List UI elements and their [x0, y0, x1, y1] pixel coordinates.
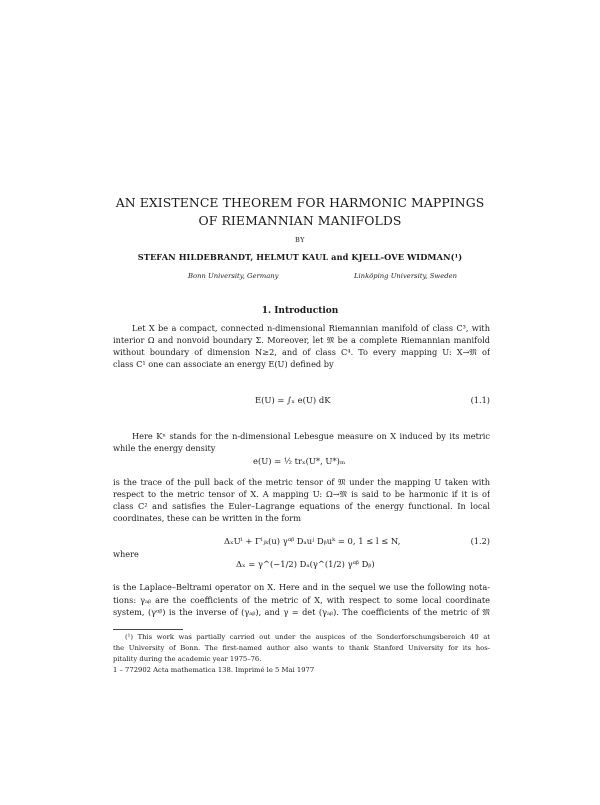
authors: STEFAN HILDEBRANDT, HELMUT KAUL and KJELL-OVE WIDMAN(¹) [137, 252, 463, 262]
paragraph-line: tions: γₐᵦ are the coefficients of the metric of X, with respect to some local coordinate [113, 595, 490, 605]
section-heading: 1. Introduction [261, 306, 339, 316]
paragraph-line: without boundary of dimension N≥2, and of class C⁴. To every mapping U: X→𝔐 of [113, 347, 490, 357]
paragraph-line: respect to the metric tensor of X. A mapping U: Ω→𝔐 is said to be harmonic if it is of [113, 489, 490, 499]
footnote-line: the University of Bonn. The first-named author also wants to thank Stanford University for its hos- [113, 644, 490, 652]
footnote-line: pitality during the academic year 1975–76. [113, 655, 262, 663]
affiliation-linkoping: Linköping University, Sweden [354, 272, 457, 280]
page-footer: 1 – 772902 Acta mathematica 138. Imprimé le 5 Mai 1977 [113, 666, 315, 674]
equation-number: (1.1) [470, 395, 490, 405]
paragraph-line: class C¹ one can associate an energy E(U) defined by [113, 359, 334, 369]
affiliation-bonn: Bonn University, Germany [188, 272, 279, 280]
paper-title-line-2: OF RIEMANNIAN MANIFOLDS [198, 213, 402, 228]
equation-laplace-beltrami: Δₓ = γ^(−1/2) Dₐ(γ^(1/2) γᵅᵝ Dᵦ) [236, 559, 375, 569]
equation-number: (1.2) [470, 536, 490, 546]
paragraph-line: is the Laplace–Beltrami operator on X. Here and in the sequel we use the following nota- [113, 582, 490, 592]
paragraph-line: Here Kⁿ stands for the n-dimensional Lebesgue measure on X induced by its metric [132, 431, 490, 441]
equation-energy-density: e(U) = ½ trₓ(U*, U*)ₘ [253, 456, 346, 466]
by-label: BY [295, 236, 305, 244]
where-label: where [113, 549, 139, 559]
paragraph-line: class C² and satisfies the Euler–Lagrange equations of the energy functional. In local [113, 501, 490, 511]
paragraph-line: system, (γᵅᵝ) is the inverse of (γₐᵦ), and γ = det (γₐᵦ). The coefficients of the metric of 𝔐 [113, 607, 490, 617]
equation-energy: E(U) = ∫ₓ e(U) dK [255, 395, 331, 405]
paragraph-line: is the trace of the pull back of the metric tensor of 𝔐 under the mapping U taken with [113, 477, 490, 487]
paragraph-line: Let X be a compact, connected n-dimensional Riemannian manifold of class C³, with [132, 323, 490, 333]
equation-euler-lagrange: ΔₓUˡ + Γˡⱼₖ(u) γᵅᵝ Dₐuʲ Dᵦuᵏ = 0, 1 ≤ l ≤ N, [224, 536, 401, 546]
footnote-rule [113, 629, 183, 630]
paper-title-line-1: AN EXISTENCE THEOREM FOR HARMONIC MAPPINGS [115, 195, 485, 210]
paragraph-line: while the energy density [113, 443, 216, 453]
paragraph-line: interior Ω and nonvoid boundary Σ. Moreover, let 𝔐 be a complete Riemannian manifold [113, 335, 490, 345]
paragraph-line: coordinates, these can be written in the form [113, 513, 301, 523]
footnote-line: (¹) This work was partially carried out under the auspices of the Sonderforschungsbereich 40 at [125, 633, 490, 641]
